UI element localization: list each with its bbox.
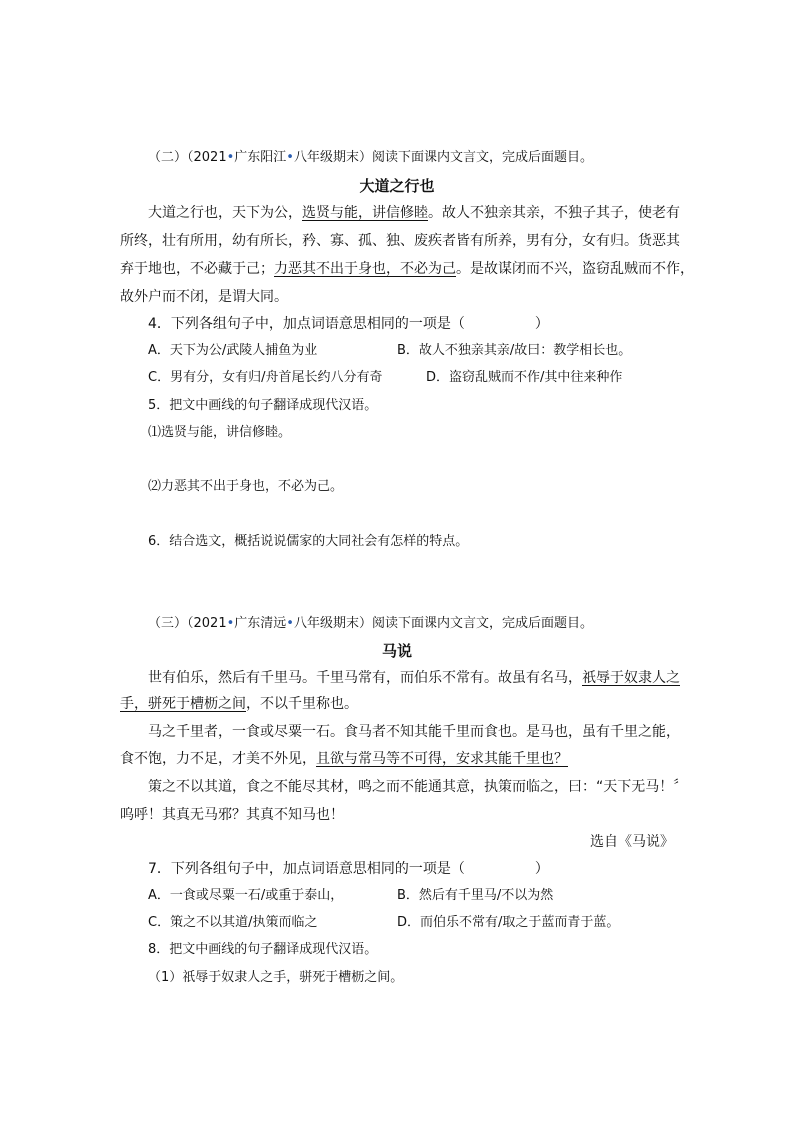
question-5: 5．把文中画线的句子翻译成现代汉语。 [148,398,378,413]
passage3-line-5: 策之不以其道，食之不能尽其材，鸣之而不能通其意，执策而临之，曰：“天下无马！〞 [148,779,688,795]
passage2-line-1: 大道之行也，天下为公，选贤与能，讲信修睦。故人不独亲其亲，不独子其子，使老有 [148,205,680,221]
q4-option-c: C．男有分，女有归/舟首尾长约八分有奇 [148,370,383,385]
q4-option-a: A．天下为公/武陵人捕鱼为业 [148,343,318,358]
passage2-line-2: 所终，壮有所用，幼有所长，矜、寡、孤、独、废疾者皆有所养，男有分，女有归。货恶其 [120,233,680,249]
question-8: 8．把文中画线的句子翻译成现代汉语。 [148,942,378,957]
question-7: 7．下列各组句子中，加点词语意思相同的一项是（ ） [148,861,549,877]
dot-separator: • [226,150,235,165]
question-5-1: ⑴选贤与能，讲信修睦。 [148,425,292,440]
source-note: 选自《马说》 [590,834,674,850]
q7-option-d: D．而伯乐不常有/取之于蓝而青于蓝。 [397,915,620,930]
q4-option-d: D．盗窃乱贼而不作/其中往来种作 [426,370,623,385]
underlined-sentence-3a: 祇辱于奴隶人之 [582,670,680,686]
q7-option-c: C．策之不以其道/执策而临之 [148,915,318,930]
q4-option-b: B．故人不独亲其亲/故曰：教学相长也。 [397,343,632,358]
q7-option-b: B．然后有千里马/不以为然 [397,888,554,903]
question-8-1: （1）祇辱于奴隶人之手，骈死于槽枥之间。 [148,970,404,985]
section3-header: （三）（2021•广东清远•八年级期末）阅读下面课内文言文，完成后面题目。 [148,616,593,631]
section2-title: 大道之行也 [359,177,435,195]
passage3-line-2: 手，骈死于槽枥之间，不以千里称也。 [120,696,358,712]
section2-header: （二）（2021•广东阳江•八年级期末）阅读下面课内文言文，完成后面题目。 [148,150,593,165]
passage3-line-1: 世有伯乐，然后有千里马。千里马常有，而伯乐不常有。故虽有名马，祇辱于奴隶人之 [148,670,680,686]
passage3-line-4: 食不饱，力不足，才美不外见，且欲与常马等不可得，安求其能千里也？ [120,751,568,767]
question-5-2: ⑵力恶其不出于身也，不必为己。 [148,479,344,494]
underlined-sentence-3b: 手，骈死于槽枥之间 [120,696,246,712]
passage2-line-4: 故外户而不闭，是谓大同。 [120,289,288,305]
q7-option-a: A．一食或尽粟一石/或重于泰山， [148,888,344,903]
passage3-line-3: 马之千里者，一食或尽粟一石。食马者不知其能千里而食也。是马也，虽有千里之能， [148,724,680,740]
underlined-sentence-1: 选贤与能，讲信修睦 [302,205,428,221]
dot-separator: • [286,616,294,631]
underlined-sentence-4: 且欲与常马等不可得，安求其能千里也？ [316,751,568,767]
dot-separator: • [226,616,235,631]
question-4: 4．下列各组句子中，加点词语意思相同的一项是（ ） [148,316,549,332]
section3-title: 马说 [381,642,412,660]
passage2-line-3: 弃于地也，不必藏于己；力恶其不出于身也，不必为己。是故谋闭而不兴，盗窃乱贼而不作， [120,261,694,277]
question-6: 6．结合选文，概括说说儒家的大同社会有怎样的特点。 [148,534,469,549]
passage3-line-6: 呜呼！其真无马邪？其真不知马也！ [120,807,344,823]
underlined-sentence-2: 力恶其不出于身也，不必为己 [274,261,456,277]
dot-separator: • [286,150,294,165]
